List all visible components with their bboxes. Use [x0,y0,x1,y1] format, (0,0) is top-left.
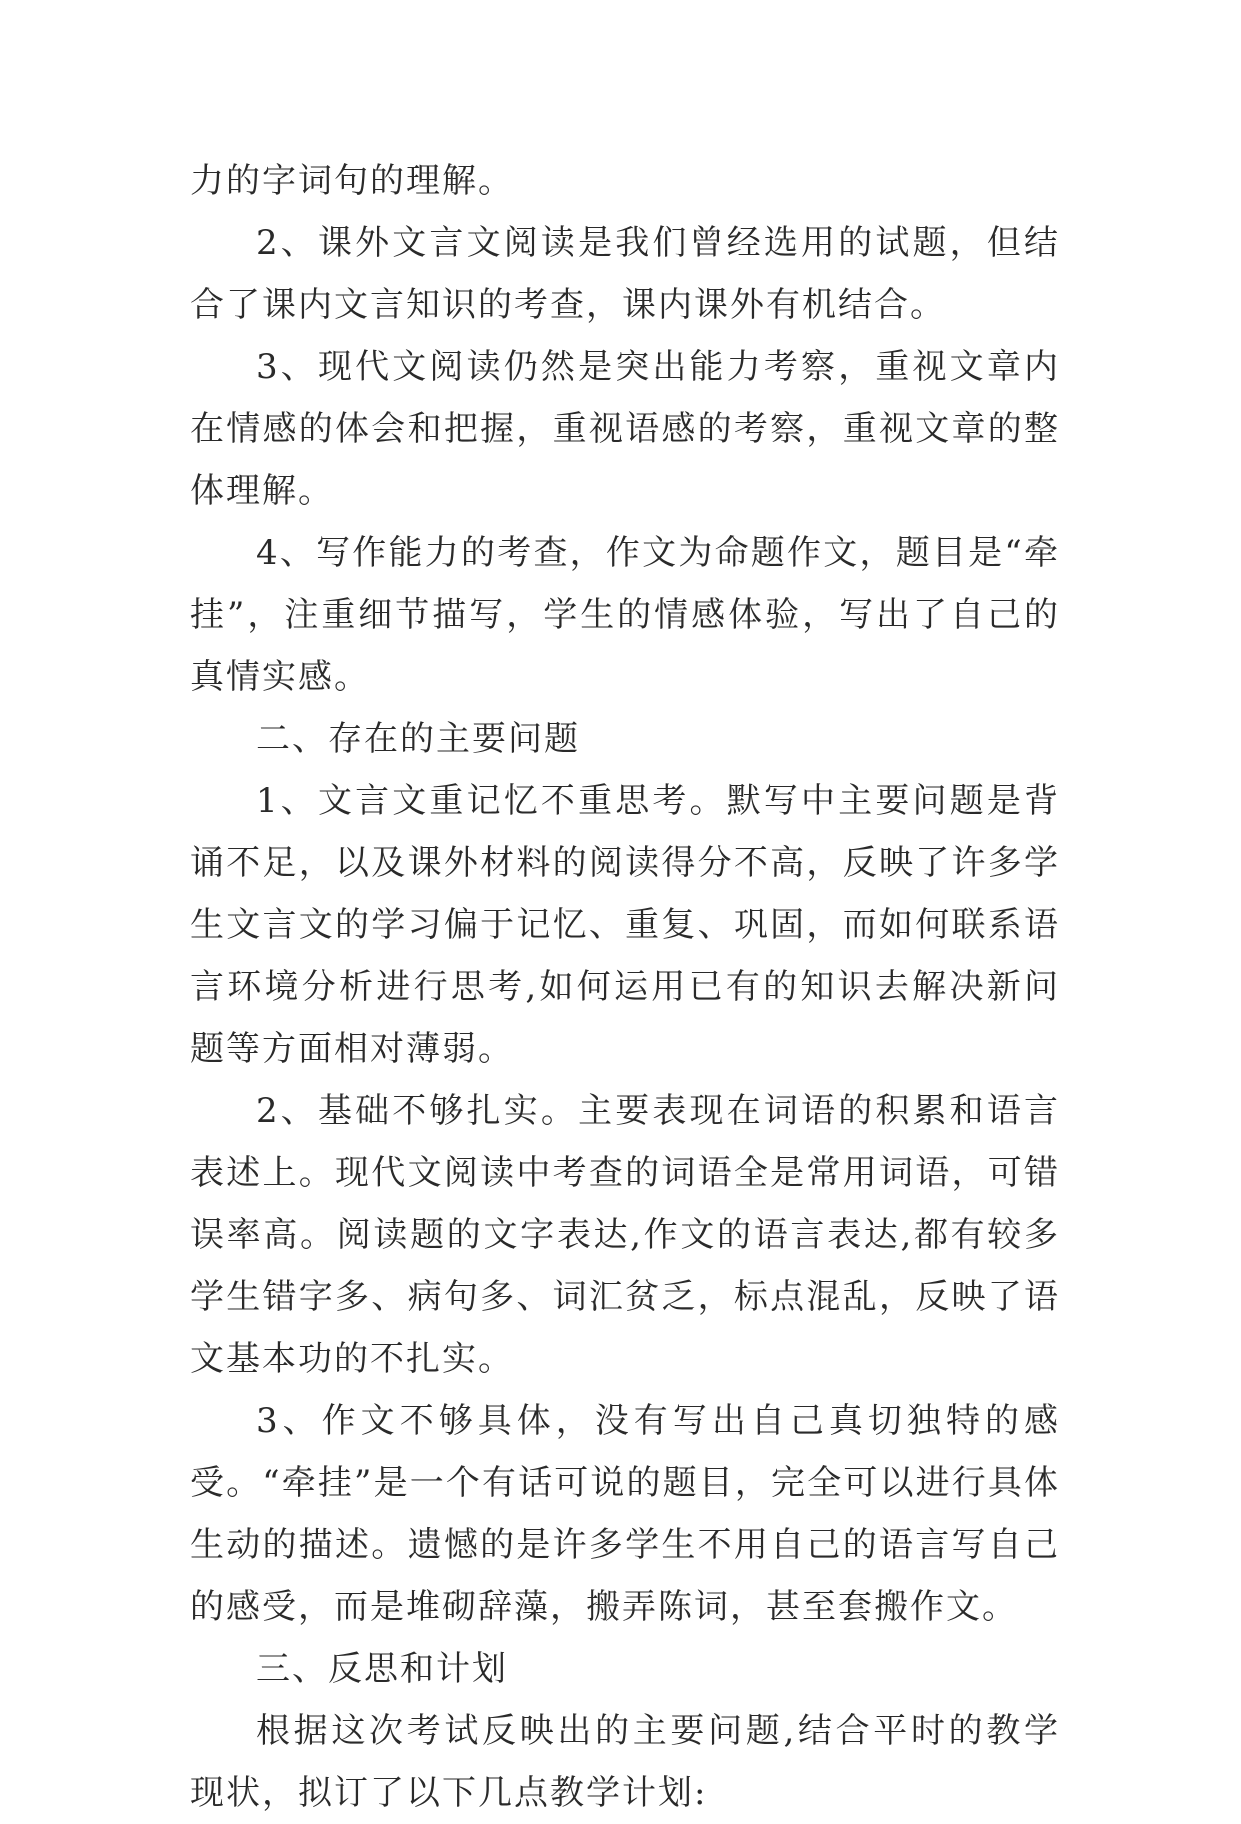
paragraph-problem-2: 2、基础不够扎实。主要表现在词语的积累和语言表述上。现代文阅读中考查的词语全是常用词语，可错误率高。阅读题的文字表达,作文的语言表达,都有较多学生错字多、病句多、词汇贫乏，标点混乱，反映了语文基本功的不扎实。 [190,1091,1060,1379]
section-heading-problems: 二、存在的主要问题 [256,719,580,759]
paragraph-point-2: 2、课外文言文阅读是我们曾经选用的试题，但结合了课内文言知识的考查，课内课外有机结合。 [190,223,1060,325]
document-body [190,150,1060,1824]
paragraph-point-3: 3、现代文阅读仍然是突出能力考察，重视文章内在情感的体会和把握，重视语感的考察，重视文章的整体理解。 [190,347,1060,511]
paragraph-plan-intro: 根据这次考试反映出的主要问题,结合平时的教学现状，拟订了以下几点教学计划: [190,1711,1060,1813]
paragraph-continuation: 力的字词句的理解。 [190,161,514,201]
paragraph-point-4: 4、写作能力的考查，作文为命题作文，题目是“牵挂”，注重细节描写，学生的情感体验，写出了自己的真情实感。 [190,533,1060,697]
paragraph-problem-1: 1、文言文重记忆不重思考。默写中主要问题是背诵不足，以及课外材料的阅读得分不高，反映了许多学生文言文的学习偏于记忆、重复、巩固，而如何联系语言环境分析进行思考,如何运用已有的知识去解决新问题等方面相对薄弱。 [190,781,1060,1069]
section-heading-reflection: 三、反思和计划 [256,1649,508,1689]
paragraph-problem-3: 3、作文不够具体，没有写出自己真切独特的感受。“牵挂”是一个有话可说的题目，完全可以进行具体生动的描述。遗憾的是许多学生不用自己的语言写自己的感受，而是堆砌辞藻，搬弄陈词，甚至套搬作文。 [190,1401,1060,1627]
